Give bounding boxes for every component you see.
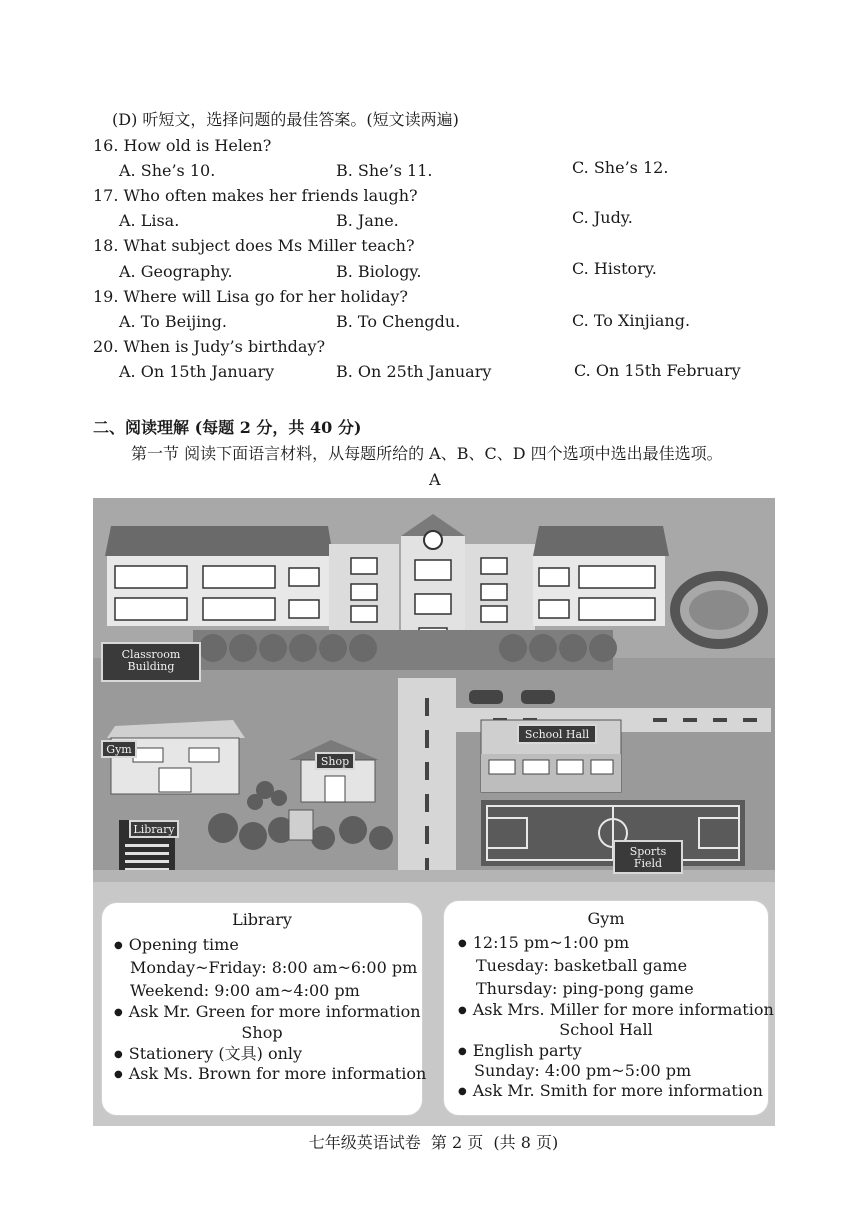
listening-instruction: (D) 听短文，选择问题的最佳答案。(短文读两遍) [112,110,459,129]
option-c: C. She’s 12. [572,158,669,177]
map-label-sports-field: Sports Field [613,840,683,874]
map-label-library: Library [129,820,179,838]
shop-contact: ● Ask Ms. Brown for more information [114,1064,426,1087]
option-a: A. Geography. [119,262,233,281]
library-contact: ● Ask Mr. Green for more information [114,1002,421,1025]
passage-letter: A [429,470,441,489]
library-weekend-hours: Weekend: 9:00 am~4:00 pm [130,981,360,1000]
gym-time: ● 12:15 pm~1:00 pm [458,933,629,956]
reading-section-title: 二、阅读理解 (每题 2 分，共 40 分) [93,418,362,437]
map-label-gym: Gym [101,740,137,758]
option-a: A. Lisa. [119,211,180,230]
campus-map [93,498,775,1126]
map-label-classroom-building: Classroom Building [101,642,201,682]
question-text: 20. When is Judy’s birthday? [93,337,326,356]
gym-card-title: Gym [587,909,625,928]
page-footer: 七年级英语试卷 第 2 页 (共 8 页) [308,1133,559,1152]
library-shop-info-card [101,902,427,1116]
option-b: B. Biology. [336,262,422,281]
question-text: 18. What subject does Ms Miller teach? [93,236,415,255]
option-b: B. Jane. [336,211,399,230]
library-card-title: Library [232,910,292,929]
option-b: B. She’s 11. [336,161,433,180]
shop-card-title: Shop [241,1023,283,1042]
shop-stationery: ● Stationery (文具) only [114,1044,302,1067]
reading-part-instruction: 第一节 阅读下面语言材料，从每题所给的 A、B、C、D 四个选项中选出最佳选项。 [131,444,723,463]
question-text: 19. Where will Lisa go for her holiday? [93,287,408,306]
hall-english-party: ● English party [458,1041,582,1064]
gym-thursday: Thursday: ping-pong game [476,979,694,998]
library-weekday-hours: Monday~Friday: 8:00 am~6:00 pm [130,958,418,977]
option-b: B. To Chengdu. [336,312,461,331]
hall-card-title: School Hall [559,1020,653,1039]
option-a: A. She’s 10. [119,161,216,180]
gym-hall-info-card [443,900,774,1116]
hall-sunday: Sunday: 4:00 pm~5:00 pm [474,1061,692,1080]
option-a: A. On 15th January [119,362,275,381]
map-label-shop: Shop [315,752,355,770]
gym-contact: ● Ask Mrs. Miller for more information [458,1000,774,1023]
option-a: A. To Beijing. [119,312,227,331]
option-c: C. History. [572,259,657,278]
option-c: C. Judy. [572,208,633,227]
option-b: B. On 25th January [336,362,492,381]
question-text: 16. How old is Helen? [93,136,272,155]
question-text: 17. Who often makes her friends laugh? [93,186,418,205]
option-c: C. To Xinjiang. [572,311,691,330]
gym-tuesday: Tuesday: basketball game [476,956,688,975]
map-label-school-hall: School Hall [517,724,597,744]
option-c: C. On 15th February [574,361,741,380]
library-opening-time: ● Opening time [114,935,239,958]
hall-contact: ● Ask Mr. Smith for more information [458,1081,763,1104]
